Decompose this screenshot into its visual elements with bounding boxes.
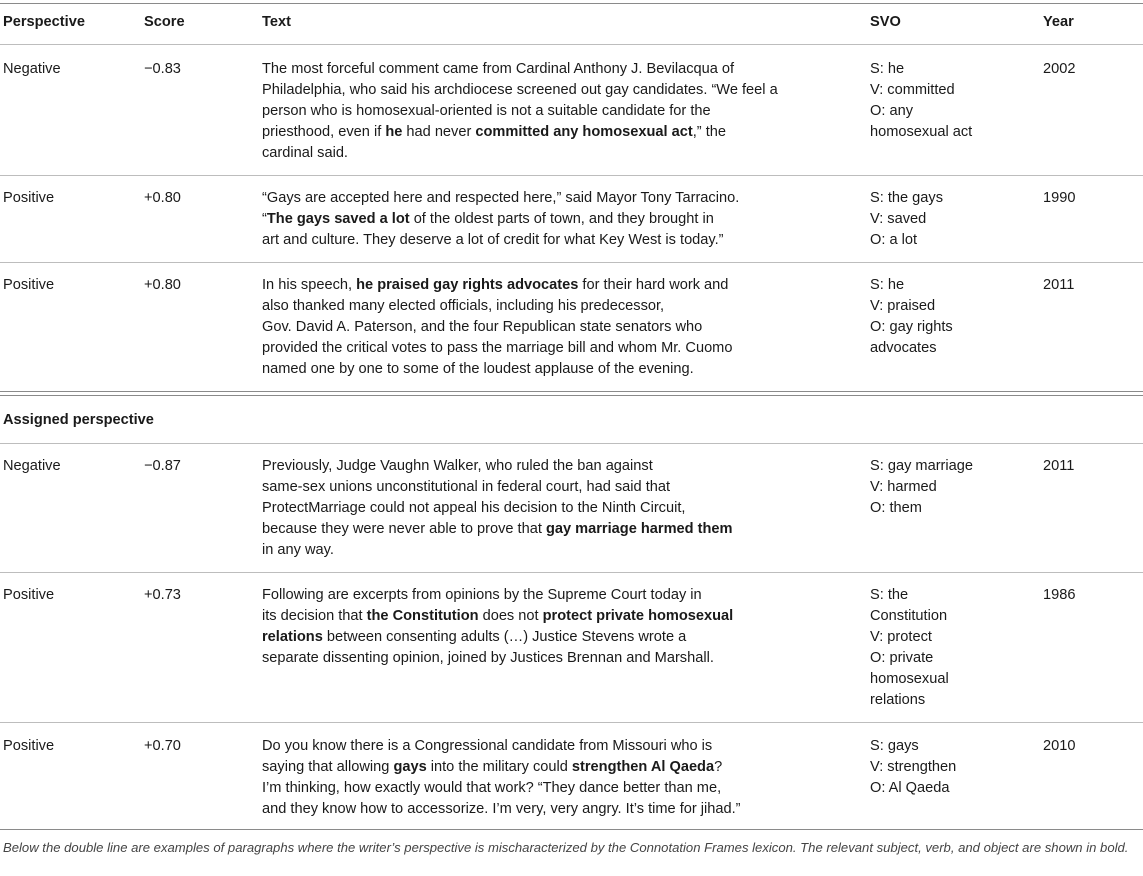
text-line: In his speech, he praised gay rights advocates for their hard work and (262, 277, 729, 293)
highlighted-svo-phrase: the Constitution (366, 608, 479, 624)
svo-line: homosexual act (870, 124, 973, 140)
svo-line: V: committed (870, 82, 955, 98)
text-line: The most forceful comment came from Cardinal Anthony J. Bevilacqua of (262, 61, 735, 77)
text-line: named one by one to some of the loudest applause of the evening. (262, 361, 694, 377)
row-0-perspective: Negative (3, 61, 61, 77)
row-1-svo (870, 188, 943, 251)
row-5-svo (870, 736, 956, 799)
row-0-score: −0.83 (144, 61, 181, 77)
highlighted-svo-phrase: committed any homosexual act (475, 124, 693, 140)
row-rule (0, 572, 1143, 573)
row-3-year: 2011 (1043, 458, 1075, 474)
text-line: saying that allowing gays into the military could strengthen Al Qaeda? (262, 759, 723, 775)
row-2-perspective: Positive (3, 277, 55, 293)
row-3-score: −0.87 (144, 458, 181, 474)
text-line: I’m thinking, how exactly would that work? “They dance better than me, (262, 780, 722, 796)
row-3-perspective: Negative (3, 458, 61, 474)
header-score: Score (144, 14, 185, 30)
text-line: art and culture. They deserve a lot of credit for what Key West is today.” (262, 232, 724, 248)
text-line: also thanked many elected officials, including his predecessor, (262, 298, 665, 314)
text-line: “The gays saved a lot of the oldest parts of town, and they brought in (262, 211, 714, 227)
svo-line: O: gay rights (870, 319, 953, 335)
header-text: Text (262, 14, 291, 30)
text-line: relations between consenting adults (…) Justice Stevens wrote a (262, 629, 687, 645)
header-svo: SVO (870, 14, 901, 30)
row-1-text (262, 188, 739, 251)
svo-line: S: the (870, 587, 909, 603)
text-line: priesthood, even if he had never committed any homosexual act,” the (262, 124, 727, 140)
section-rule (0, 443, 1143, 444)
text-line: Philadelphia, who said his archdiocese screened out gay candidates. “We feel a (262, 82, 778, 98)
text-line: in any way. (262, 542, 334, 558)
row-1-year: 1990 (1043, 190, 1076, 206)
row-5-text (262, 736, 741, 820)
text-line: Previously, Judge Vaughn Walker, who ruled the ban against (262, 458, 653, 474)
table-bottom-rule (0, 829, 1143, 830)
row-2-year: 2011 (1043, 277, 1075, 293)
svo-line: advocates (870, 340, 937, 356)
svo-line: O: private (870, 650, 934, 666)
row-rule (0, 262, 1143, 263)
row-1-score: +0.80 (144, 190, 181, 206)
header-rule (0, 44, 1143, 45)
text-line: Do you know there is a Congressional candidate from Missouri who is (262, 738, 713, 754)
text-line: separate dissenting opinion, joined by Justices Brennan and Marshall. (262, 650, 714, 666)
svo-line: O: any (870, 103, 913, 119)
svo-line: V: protect (870, 629, 932, 645)
text-line: and they know how to accessorize. I’m very, very angry. It’s time for jihad.” (262, 801, 741, 817)
highlighted-svo-phrase: he praised gay rights advocates (356, 277, 579, 293)
highlighted-svo-phrase: protect private homosexual (542, 608, 734, 624)
text-line: “Gays are accepted here and respected here,” said Mayor Tony Tarracino. (262, 190, 740, 206)
row-5-year: 2010 (1043, 738, 1076, 754)
text-line: Following are excerpts from opinions by the Supreme Court today in (262, 587, 702, 603)
svo-line: relations (870, 692, 926, 708)
row-2-svo (870, 275, 953, 359)
header-perspective: Perspective (3, 14, 85, 30)
row-1-perspective: Positive (3, 190, 55, 206)
row-5-perspective: Positive (3, 738, 55, 754)
row-4-text (262, 585, 733, 669)
row-0-svo (870, 59, 972, 143)
table-caption: Below the double line are examples of paragraphs where the writer’s perspective is mischaracterized by the Connotation Frames lexicon. The relevant subject, verb, and object are shown in bold. (3, 840, 1129, 855)
row-4-year: 1986 (1043, 587, 1076, 603)
svo-line: S: he (870, 277, 905, 293)
text-line: because they were never able to prove that gay marriage harmed them (262, 521, 733, 537)
svo-line: S: he (870, 61, 905, 77)
text-line: ProtectMarriage could not appeal his decision to the Ninth Circuit, (262, 500, 686, 516)
row-0-year: 2002 (1043, 61, 1076, 77)
svo-line: Constitution (870, 608, 948, 624)
row-4-perspective: Positive (3, 587, 55, 603)
svo-line: O: them (870, 500, 922, 516)
row-3-svo (870, 456, 973, 519)
row-4-svo (870, 585, 949, 711)
text-line: cardinal said. (262, 145, 348, 161)
row-2-score: +0.80 (144, 277, 181, 293)
svo-line: S: gay marriage (870, 458, 974, 474)
highlighted-svo-phrase: strengthen Al Qaeda (571, 759, 715, 775)
double-rule-upper (0, 391, 1143, 392)
text-line: same-sex unions unconstitutional in federal court, had said that (262, 479, 671, 495)
text-line: Gov. David A. Paterson, and the four Republican state senators who (262, 319, 703, 335)
section-assigned-perspective: Assigned perspective (3, 412, 154, 428)
row-0-text (262, 59, 778, 164)
row-5-score: +0.70 (144, 738, 181, 754)
row-rule (0, 175, 1143, 176)
header-year: Year (1043, 14, 1074, 30)
svo-line: S: the gays (870, 190, 944, 206)
svo-line: V: harmed (870, 479, 937, 495)
text-line: provided the critical votes to pass the marriage bill and whom Mr. Cuomo (262, 340, 733, 356)
svo-line: homosexual (870, 671, 949, 687)
highlighted-svo-phrase: gay marriage harmed them (545, 521, 733, 537)
svo-line: V: praised (870, 298, 936, 314)
highlighted-svo-phrase: relations (262, 629, 323, 645)
svo-line: V: strengthen (870, 759, 957, 775)
row-3-text (262, 456, 733, 561)
text-line: person who is homosexual-oriented is not a suitable candidate for the (262, 103, 711, 119)
svo-line: V: saved (870, 211, 927, 227)
svo-line: O: a lot (870, 232, 918, 248)
highlighted-svo-phrase: gays (393, 759, 427, 775)
highlighted-svo-phrase: he (385, 124, 403, 140)
svo-line: S: gays (870, 738, 919, 754)
svo-line: O: Al Qaeda (870, 780, 950, 796)
table-top-rule (0, 3, 1143, 4)
row-2-text (262, 275, 732, 380)
row-4-score: +0.73 (144, 587, 181, 603)
text-line: its decision that the Constitution does not protect private homosexual (262, 608, 734, 624)
row-rule (0, 722, 1143, 723)
double-rule-lower (0, 395, 1143, 396)
highlighted-svo-phrase: The gays saved a lot (266, 211, 410, 227)
